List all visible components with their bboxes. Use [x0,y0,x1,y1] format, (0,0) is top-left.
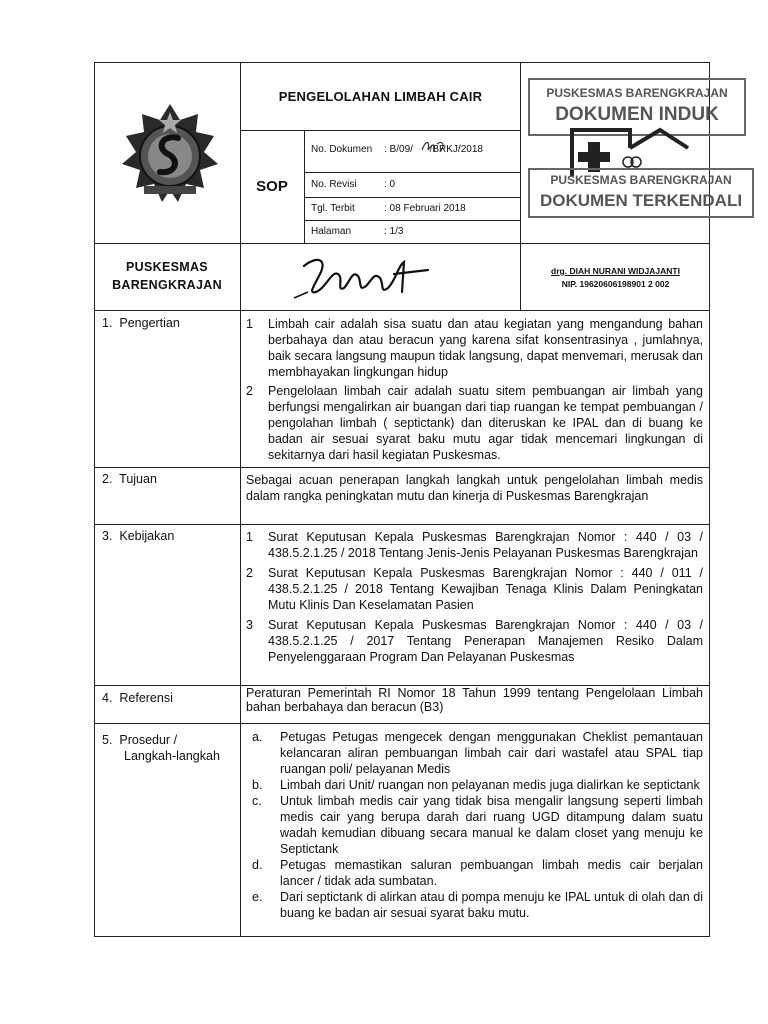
meta-value-revisi: : 0 [384,179,396,190]
section-line-1 [94,467,710,468]
section-label-langkah: Langkah-langkah [124,749,220,763]
meta-label-terbit: Tgl. Terbit [311,203,355,214]
list-item: b. Limbah dari Unit/ ruangan non pelayanan medis juga dialirkan ke septictank [252,778,700,792]
list-item: c. Untuk limbah medis cair yang tidak bisa mengalir langsung seperti limbah medis cair yang berupa darah dari ruang UGD ditampung dalam suatu wadah kemudian dibuang secara manual ke dalam closet yang menuju ke Septictank [252,794,703,856]
sop-label: SOP [256,178,288,195]
org-name-line2: BARENGKRAJAN [112,278,222,292]
section-label-prosedur: 5. Prosedur / [102,733,178,747]
stamp-terkendali-line1: PUSKESMAS BARENGKRAJAN [550,173,732,187]
meta-value-halaman: : 1/3 [384,226,404,237]
section-label-tujuan: 2. Tujuan [102,472,157,486]
header-title-bottom [240,130,521,131]
list-item: 2 Surat Keputusan Kepala Puskesmas Barengkrajan Nomor : 440 / 011 / 438.5.2.1.25 / 2018 Tentang Kewajiban Tenaga Klinis Dalam Peningkatan Mutu Klinis Dan Keselamatan Pasien [246,566,703,612]
meta-label-revisi: No. Revisi [311,179,357,190]
list-item: 1 Surat Keputusan Kepala Puskesmas Barengkrajan Nomor : 440 / 03 / 438.5.2.1.25 / 2018 Tentang Jenis-Jenis Pelayanan Puskesmas Barengkrajan [246,530,703,560]
meta-label-halaman: Halaman [311,226,352,237]
pengertian-list [246,316,703,463]
meta-value-dokumen: : B/09/ /BRKJ/2018 [384,144,483,155]
header-bottom-1 [94,243,710,244]
list-item: 2 Pengelolaan limbah cair adalah suatu sitem pembuangan air limbah yang berfungsi mengalirkan air buangan dari tiap ruangan ke tempat pembuangan / pengolahan limbah ( septictank) dan diteruskan ke IPAL dan di buang ke badan air sesuai syarat baku mutu agar tidak mencemari lingkungan di sekitarnya dari hasil kegiatan Puskesmas. [246,384,703,462]
tujuan-text: Sebagai acuan penerapan langkah langkah untuk pengelolahan limbah medis dalam rangka peningkatan mutu dan kinerja di Puskesmas Barengkrajan [246,473,703,503]
org-name-line1: PUSKESMAS [126,260,208,274]
list-item: d. Petugas memastikan saluran pembuangan limbah medis cair berjalan lancer / tidak ada sumbatan. [252,858,703,888]
section-label-kebijakan: 3. Kebijakan [102,529,175,543]
meta-label-dokumen: No. Dokumen [311,144,373,155]
prosedur-list [252,729,703,921]
puskesmas-logo [110,98,230,210]
section-label-referensi: 4. Referensi [102,691,173,705]
stamp-induk-line2: DOKUMEN INDUK [555,104,719,125]
stamp-induk-line1: PUSKESMAS BARENGKRAJAN [546,86,728,100]
stamp-terkendali-line2: DOKUMEN TERKENDALI [539,191,743,210]
kebijakan-list [246,529,703,665]
signatory-name: drg. DIAH NURANI WIDJAJANTI [551,266,680,276]
list-item: a. Petugas Petugas mengecek dengan menggunakan Cheklist pemantauan kelancaran aliran pembuangan limbah cair dari wastafel atau SPAL tiap ruangan poli/ pelayanan Medis [252,730,703,776]
signatory-nip: NIP. 19620606198901 2 002 [561,279,670,289]
document-number-handwriting [420,138,448,161]
header-divider-sop [304,130,305,243]
list-item: e. Dari septictank di alirkan atau di pompa menuju ke IPAL untuk di olah dan di buang ke badan air sesuai syarat baku mutu. [252,890,703,920]
meta-row-line-2 [304,197,521,198]
section-line-2 [94,524,710,525]
section-line-4 [94,723,710,724]
section-label-pengertian: 1. Pengertian [102,316,180,330]
document-title: PENGELOLAHAN LIMBAH CAIR [278,89,483,104]
meta-row-line-3 [304,220,521,221]
section-column-divider [240,310,241,937]
list-item: 3 Surat Keputusan Kepala Puskesmas Barengkrajan Nomor : 440 / 03 / 438.5.2.1.25 / 2017 Tentang Penerapan Manajemen Resiko Dalam Penyelenggaraan Program Dan Pelayanan Puskesmas [246,618,703,664]
referensi-text: Peraturan Pemerintah RI Nomor 18 Tahun 1999 tentang Pengelolaan Limbah bahan berbahaya dan beracun (B3) [246,686,703,714]
handwritten-signature [286,252,446,311]
meta-row-line-1 [304,172,521,173]
meta-value-terbit: : 08 Februari 2018 [384,203,466,214]
list-item: 1 Limbah cair adalah sisa suatu dan atau kegiatan yang mengandung bahan berbahaya dan atau beracun yang karena sifat konsentrasinya , jumlahnya, baik secara langsung maupun tidak langsung, dapat menvemari, merusak dan membhayakan lingkungan hidup [246,317,703,379]
